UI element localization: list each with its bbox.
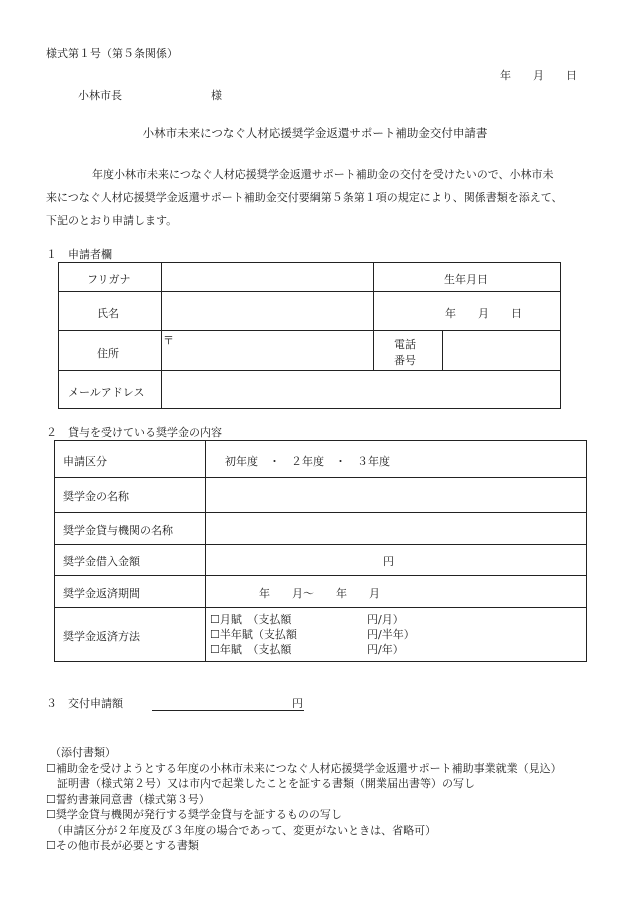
phone-label-1: 電話 bbox=[394, 338, 416, 351]
lender-name-input[interactable] bbox=[207, 514, 583, 543]
date-line: 年 月 日 bbox=[500, 69, 577, 82]
document-title: 小林市未来につなぐ人材応援奨学金返還サポート補助金交付申請書 bbox=[142, 126, 488, 140]
repay-option-semiannual-unit: 円/半年） bbox=[367, 628, 415, 641]
addressee: 小林市長 bbox=[78, 89, 122, 102]
furigana-label: フリガナ bbox=[87, 273, 131, 286]
intro-line-3: 下記のとおり申請します。 bbox=[46, 214, 178, 227]
row-value-category[interactable]: 初年度 ・ ２年度 ・ ３年度 bbox=[225, 455, 390, 468]
section3-heading: ３ 交付申請額 bbox=[46, 697, 123, 710]
name-label: 氏名 bbox=[97, 307, 119, 320]
grant-amount-field[interactable] bbox=[152, 710, 304, 711]
furigana-input[interactable] bbox=[162, 265, 372, 290]
intro-line-2: 来につなぐ人材応援奨学金返還サポート補助金交付要綱第５条第１項の規定により、関係書類を添えて、 bbox=[46, 191, 563, 204]
repay-period-value: 年 月～ 年 月 bbox=[259, 587, 380, 600]
scholarship-name-input[interactable] bbox=[207, 479, 583, 511]
repay-option-annual-unit: 円/年） bbox=[367, 643, 404, 656]
attachment-item[interactable]: ☐その他市長が必要とする書類 bbox=[46, 839, 199, 852]
intro-line-1: 年度小林市未来につなぐ人材応援奨学金返還サポート補助金の交付を受けたいので、小林市未 bbox=[92, 168, 554, 181]
attachment-item[interactable]: ☐補助金を受けようとする年度の小林市未来につなぐ人材応援奨学金返還サポート補助事業就業（見込） bbox=[46, 762, 562, 775]
birthdate-label: 生年月日 bbox=[444, 273, 488, 286]
name-input[interactable] bbox=[162, 293, 372, 329]
birthdate-value: 年 月 日 bbox=[445, 307, 522, 320]
postal-mark: 〒 bbox=[163, 334, 174, 347]
attachment-item[interactable]: ☐誓約書兼同意書（様式第３号） bbox=[46, 793, 210, 806]
row-label-repay-period: 奨学金返済期間 bbox=[63, 587, 140, 600]
row-label-loan-amount: 奨学金借入金額 bbox=[63, 555, 140, 568]
attachment-item-continued: 証明書（様式第２号）又は市内で起業したことを証する書類（開業届出書等）の写し bbox=[46, 777, 475, 790]
scholarship-table bbox=[54, 440, 587, 662]
email-input[interactable] bbox=[162, 372, 558, 407]
row-label-repay-method: 奨学金返済方法 bbox=[63, 630, 140, 643]
attachment-item[interactable]: ☐奨学金貸与機関が発行する奨学金貸与を証するものの写し bbox=[46, 808, 342, 821]
honorific: 様 bbox=[211, 89, 222, 102]
loan-amount-unit: 円 bbox=[383, 555, 394, 568]
email-label: メールアドレス bbox=[68, 386, 145, 399]
phone-label-2: 番号 bbox=[394, 354, 416, 367]
attachment-item-note: （申請区分が２年度及び３年度の場合であって、変更がないときは、省略可） bbox=[46, 824, 437, 837]
section2-heading: ２ 貸与を受けている奨学金の内容 bbox=[46, 426, 222, 439]
form-number: 様式第１号（第５条関係） bbox=[46, 47, 178, 60]
section1-heading: １ 申請者欄 bbox=[46, 248, 112, 261]
repay-option-semiannual[interactable]: ☐半年賦（支払額 bbox=[210, 628, 297, 641]
repay-option-monthly[interactable]: ☐月賦 （支払額 bbox=[210, 613, 292, 626]
row-label-category: 申請区分 bbox=[63, 455, 107, 468]
row-label-lender-name: 奨学金貸与機関の名称 bbox=[63, 524, 173, 537]
repay-option-annual[interactable]: ☐年賦 （支払額 bbox=[210, 643, 292, 656]
intro-paragraph bbox=[46, 163, 592, 232]
repay-option-monthly-unit: 円/月） bbox=[367, 613, 404, 626]
phone-input[interactable] bbox=[444, 332, 558, 368]
attachments-heading: （添付書類） bbox=[50, 746, 116, 759]
grant-amount-unit: 円 bbox=[292, 697, 303, 710]
row-label-scholarship-name: 奨学金の名称 bbox=[63, 490, 129, 503]
address-label: 住所 bbox=[97, 347, 119, 360]
applicant-table bbox=[58, 262, 561, 409]
